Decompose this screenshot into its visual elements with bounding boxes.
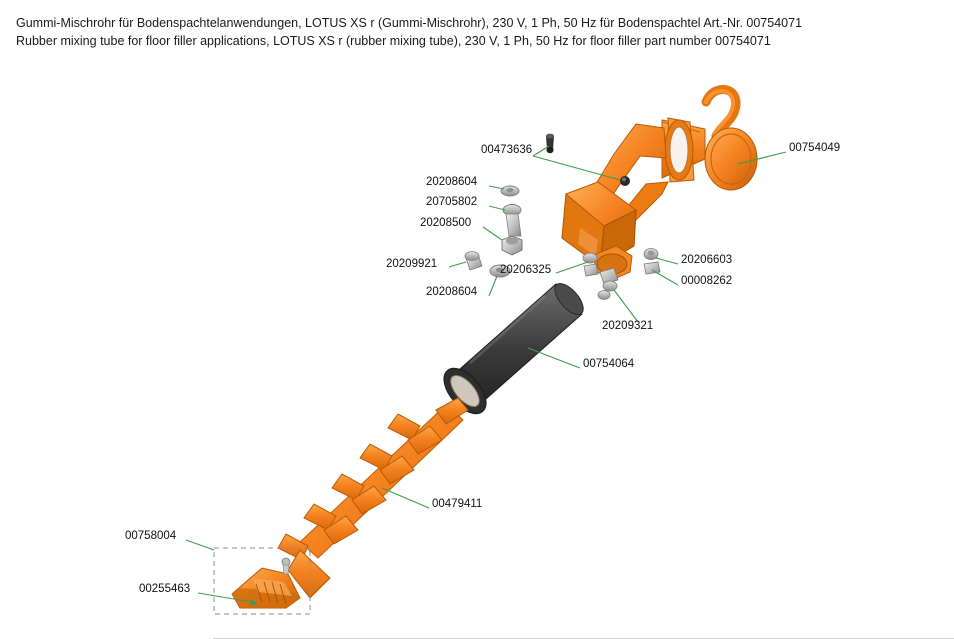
callout-00255463: 00255463 [139, 583, 191, 595]
exploded-diagram [0, 58, 954, 639]
header-line-german: Gummi-Mischrohr für Bodenspachtelanwendungen, LOTUS XS r (Gummi-Mischrohr), 230 V, 1 Ph, 50 Hz für Bodenspachtel Art.-Nr. 00754071 [16, 16, 803, 30]
part-screw [465, 252, 482, 271]
part-nut [502, 236, 522, 255]
callout-00758004: 00758004 [125, 530, 177, 542]
callout-20209321: 20209321 [602, 320, 654, 332]
callout-00008262: 00008262 [681, 275, 733, 287]
callout-00479411: 00479411 [432, 498, 483, 510]
callout-20206325: 20206325 [500, 264, 552, 276]
part-drive-head [546, 89, 757, 299]
callout-20208604-lower: 20208604 [426, 286, 478, 298]
fastener-cluster-bottom [598, 268, 618, 300]
fastener-cluster-left [583, 253, 598, 276]
callout-00754049: 00754049 [789, 142, 841, 154]
part-washer-top [501, 186, 519, 196]
callout-20705802: 20705802 [426, 196, 478, 208]
callout-00473636: 00473636 [481, 144, 533, 156]
callout-20206603: 20206603 [681, 254, 733, 266]
part-bolt [503, 205, 521, 237]
callout-20209921: 20209921 [386, 258, 438, 270]
callout-00754064: 00754064 [583, 358, 635, 370]
page-header [16, 14, 936, 50]
header-line-english: Rubber mixing tube for floor filler applications, LOTUS XS r (rubber mixing tube), 230 V, 1 Ph, 50 Hz for floor filler part number 00754071 [16, 34, 771, 48]
callout-20208604-top: 20208604 [426, 176, 478, 188]
callout-20208500: 20208500 [420, 217, 472, 229]
